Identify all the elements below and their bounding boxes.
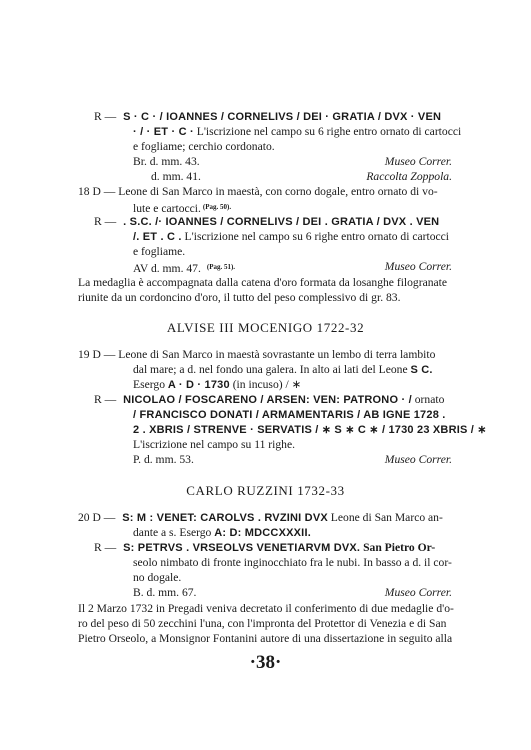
obverse-line-2: dal mare; a d. nel fondo una galera. In alto ai lati del Leone S C.: [133, 363, 433, 376]
inscription-caps: · / · ET · C ·: [133, 126, 194, 138]
measure-line: B. d. mm. 67.: [133, 586, 197, 599]
reverse-line-4: L'iscrizione nel campo su 11 righe.: [133, 438, 295, 451]
page-reference: (Pag. 51).: [206, 263, 236, 271]
collection-note: Museo Correr.: [384, 260, 452, 273]
reverse-line-2: seolo nimbato di fronte inginocchiato fra le nubi. In basso a d. il cor-: [133, 556, 452, 569]
inscription-caps: S C.: [410, 364, 433, 376]
reverse-line-1: R — S · C · / IOANNES / CORNELIVS / DEI · GRATIA / DVX · VEN: [94, 110, 442, 123]
reverse-line-3: e fogliame; cerchio cordonato.: [133, 140, 275, 153]
inscription-caps: NICOLAO / FOSCARENO / ARSEN: VEN: PATRONO · /: [123, 394, 412, 406]
obverse-line-1: 18 D — Leone di San Marco in maestà, con corno dogale, entro ornato di vo-: [78, 185, 438, 198]
reverse-line-1: R — . S.C. /· IOANNES / CORNELIVS / DEI . GRATIA / DVX . VEN: [94, 215, 440, 228]
obverse-line-2: dante a s. Esergo A: D: MDCCXXXII.: [133, 526, 311, 539]
reverse-line-2: [133, 408, 446, 422]
inscription-caps: 2 . XBRIS / STRENVE · SERVATIS / ∗ S ∗ C ∗ / 1730 23 XBRIS / ∗: [133, 424, 487, 436]
collection-note: Museo Correr.: [384, 155, 452, 168]
paragraph-line: Il 2 Marzo 1732 in Pregadi veniva decretato il conferimento di due medaglie d'o-: [78, 602, 454, 615]
page-reference: (Pag. 50).: [202, 203, 232, 211]
reverse-line-3: no dogale.: [133, 571, 182, 584]
paragraph-line: riunite da un cordoncino d'oro, il tutto del peso complessivo di gr. 83.: [78, 291, 401, 304]
reverse-line-3: e fogliame.: [133, 245, 186, 258]
section-heading: CARLO RUZZINI 1732-33: [186, 483, 345, 498]
paragraph-line: La medaglia è accompagnata dalla catena d'oro formata da losanghe filogranate: [78, 276, 448, 289]
inscription-caps: S: PETRVS . VRSEOLVS VENETIARVM DVX.: [123, 542, 361, 554]
obverse-line-2: lute e cartocci. $^{(Pag. 50).}$: [133, 202, 232, 215]
paragraph-line: ro del peso di 50 zecchini l'una, con l'impronta del Protettor di Venezia e di San: [78, 617, 447, 630]
inscription-caps: / FRANCISCO DONATI / ARMAMENTARIS / AB IGNE 1728 .: [133, 409, 446, 421]
collection-note: Museo Correr.: [384, 586, 452, 599]
measure-line: Br. d. mm. 43.: [133, 155, 200, 168]
reverse-line-2: · / · ET · C · L'iscrizione nel campo su 6 righe entro ornato di cartocci: [133, 125, 462, 138]
inscription-caps: S · C · / IOANNES / CORNELIVS / DEI · GRATIA / DVX · VEN: [123, 111, 442, 123]
reverse-line-2: /. ET . C . L'iscrizione nel campo su 6 righe entro ornato di cartocci: [133, 230, 450, 243]
inscription-caps: . S.C. /· IOANNES / CORNELIVS / DEI . GRATIA / DVX . VEN: [123, 216, 440, 228]
obverse-line-3: Esergo A · D · 1730 (in incuso) / ∗: [133, 378, 302, 391]
inscription-caps: /. ET . C .: [133, 231, 182, 243]
measure-line: AV d. mm. 47. $^{(Pag. 51).}$: [133, 262, 236, 275]
paragraph-line: Pietro Orseolo, a Monsignor Fontanini autore di una dissertazione in seguito alla: [78, 632, 453, 645]
page-number: ·38·: [249, 652, 282, 673]
measure-line: P. d. mm. 53.: [133, 453, 194, 466]
measure-line: d. mm. 41.: [151, 170, 201, 183]
inscription-caps: A · D · 1730: [167, 379, 230, 391]
collection-note: Raccolta Zoppola.: [366, 170, 452, 183]
inscription-caps: S: M : VENET: CAROLVS . RVZINI DVX: [122, 512, 328, 524]
obverse-line-1: 20 D — S: M : VENET: CAROLVS . RVZINI DVX Leone di San Marco an-: [78, 511, 443, 524]
inscription-caps: A: D: MDCCXXXII.: [214, 527, 311, 539]
collection-note: Museo Correr.: [384, 453, 452, 466]
reverse-line-1: R — S: PETRVS . VRSEOLVS VENETIARVM DVX. San Pietro Or-: [94, 541, 436, 554]
reverse-line-3: [133, 423, 487, 437]
obverse-line-1: 19 D — Leone di San Marco in maestà sovrastante un lembo di terra lambito: [78, 348, 436, 361]
reverse-line-1: R — NICOLAO / FOSCARENO / ARSEN: VEN: PATRONO · / ornato: [94, 393, 445, 406]
section-heading: ALVISE III MOCENIGO 1722-32: [166, 320, 365, 335]
